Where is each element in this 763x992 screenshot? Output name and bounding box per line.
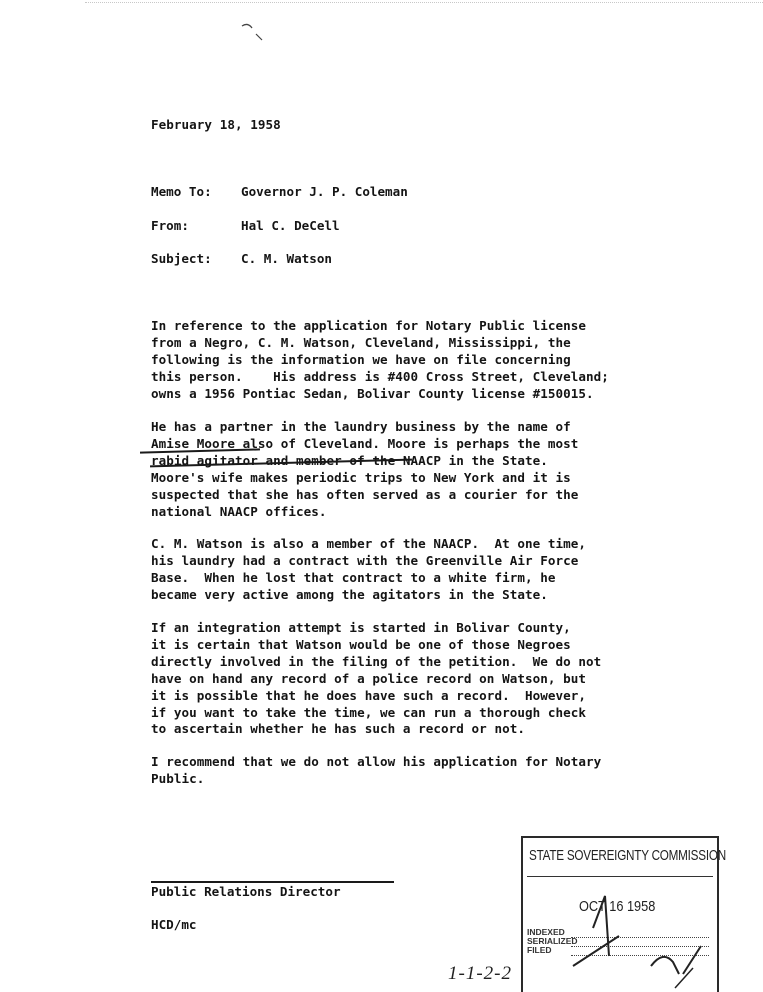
stamp-label-filed: FILED: [527, 945, 552, 955]
stamp-handwritten-marks: [523, 838, 717, 992]
signature-line: [151, 881, 394, 883]
memo-from-value: Hal C. DeCell: [241, 218, 340, 233]
memo-from-label: From:: [151, 218, 189, 233]
memo-subject-value: C. M. Watson: [241, 251, 332, 266]
paragraph-1: In reference to the application for Notary Public license from a Negro, C. M. Watson, Cleveland, Mississippi, the following is the information we have on file concerning this person. His address is #400 Cross Street, Cleveland; owns a 1956 Pontiac Sedan, Bolivar County license #150015.: [151, 318, 609, 401]
memo-from-line: [151, 218, 340, 233]
scan-edge-dots: [85, 2, 763, 3]
paragraph-4: If an integration attempt is started in Bolivar County, it is certain that Watson would be one of those Negroes directly involved in the filing of the petition. We do not have on hand any record of a police record on Watson, but it is possible that he does have such a record. However, if you want to take the time, we can run a thorough check to ascertain whether he has such a record or not.: [151, 620, 602, 737]
stamp-label-indexed: INDEXED: [527, 927, 565, 937]
paragraph-5: I recommend that we do not allow his application for Notary Public.: [151, 754, 602, 786]
paragraph-2: He has a partner in the laundry business by the name of Amise Moore also of Cleveland. Moore is perhaps the most rabid agitator and member of the NAACP in the State. Moore's wife makes periodic trips to New York and it is suspected that she has often served as a courier for the national NAACP offices.: [151, 419, 579, 519]
paragraph-3: C. M. Watson is also a member of the NAACP. At one time, his laundry had a contract with the Greenville Air Force Base. When he lost that contract to a white firm, he became very active among the agitators in the State.: [151, 536, 587, 602]
signature-title: Public Relations Director: [151, 884, 341, 899]
stamp-title: STATE SOVEREIGNTY COMMISSION: [529, 847, 726, 864]
memo-to-line: [151, 184, 408, 199]
scan-mark: [238, 20, 268, 46]
memo-date: February 18, 1958: [151, 117, 281, 132]
memo-subject-line: [151, 251, 332, 266]
handwritten-file-number: 1-1-2-2: [448, 963, 512, 984]
stamp-label-serialized: SERIALIZED: [527, 936, 578, 946]
stamp-date: OCT 16 1958: [579, 898, 656, 915]
memo-to-label: Memo To:: [151, 184, 212, 199]
memo-to-value: Governor J. P. Coleman: [241, 184, 408, 199]
commission-stamp: [521, 836, 726, 992]
typist-initials: HCD/mc: [151, 917, 197, 932]
memo-subject-label: Subject:: [151, 251, 212, 266]
